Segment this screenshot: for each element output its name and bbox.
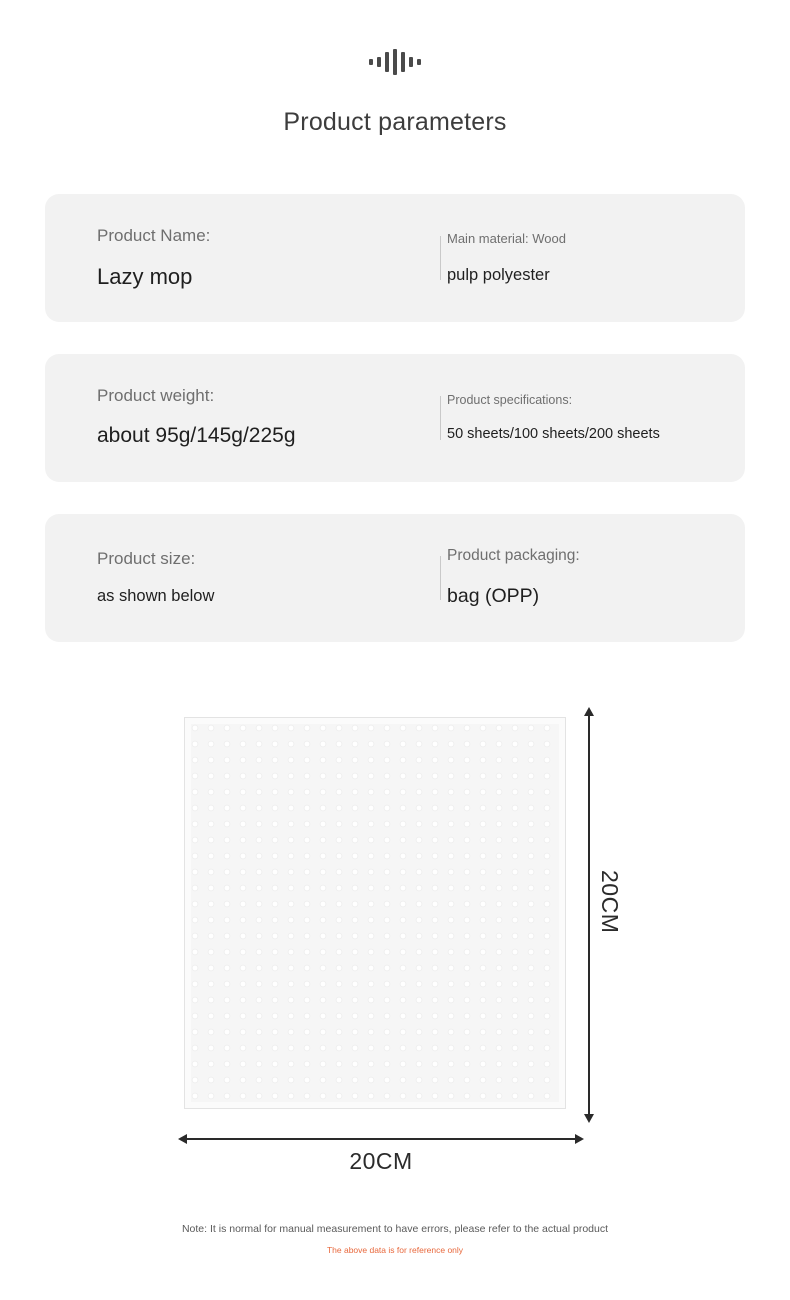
parameter-cell-left xyxy=(45,354,395,482)
product-sheet-image xyxy=(184,717,566,1109)
reference-disclaimer: The above data is for reference only xyxy=(326,1245,464,1255)
parameter-label: Main material: Wood xyxy=(447,231,566,247)
page-title: Product parameters xyxy=(283,108,507,136)
measurement-note: Note: It is normal for manual measurement to have errors, please refer to the actual product xyxy=(181,1223,609,1235)
width-dimension-label: 20CM xyxy=(349,1148,413,1174)
parameter-card xyxy=(45,194,745,322)
parameter-label: Product size: xyxy=(97,549,196,569)
width-dimension-arrow xyxy=(186,1138,576,1140)
parameter-cell-left xyxy=(45,514,395,642)
parameter-label: Product weight: xyxy=(97,386,215,406)
parameter-value: pulp polyester xyxy=(447,265,550,284)
height-dimension-label: 20CM xyxy=(597,870,623,934)
product-dimension-diagram xyxy=(0,690,790,1200)
parameter-label: Product Name: xyxy=(97,225,211,245)
parameter-cell-right xyxy=(395,194,745,322)
parameter-card xyxy=(45,514,745,642)
parameter-value: as shown below xyxy=(97,587,215,606)
parameter-cell-left xyxy=(45,194,395,322)
parameter-value: about 95g/145g/225g xyxy=(97,424,296,448)
parameter-label: Product specifications: xyxy=(447,392,573,407)
perforated-texture xyxy=(191,724,559,1102)
parameter-cell-right xyxy=(395,354,745,482)
audio-bars-icon xyxy=(0,48,790,76)
parameter-cell-right xyxy=(395,514,745,642)
parameter-value: bag (OPP) xyxy=(447,585,540,608)
parameter-value: 50 sheets/100 sheets/200 sheets xyxy=(447,425,660,442)
parameter-value: Lazy mop xyxy=(97,263,193,289)
parameter-label: Product packaging: xyxy=(447,547,580,565)
parameter-card xyxy=(45,354,745,482)
height-dimension-arrow xyxy=(588,715,590,1115)
